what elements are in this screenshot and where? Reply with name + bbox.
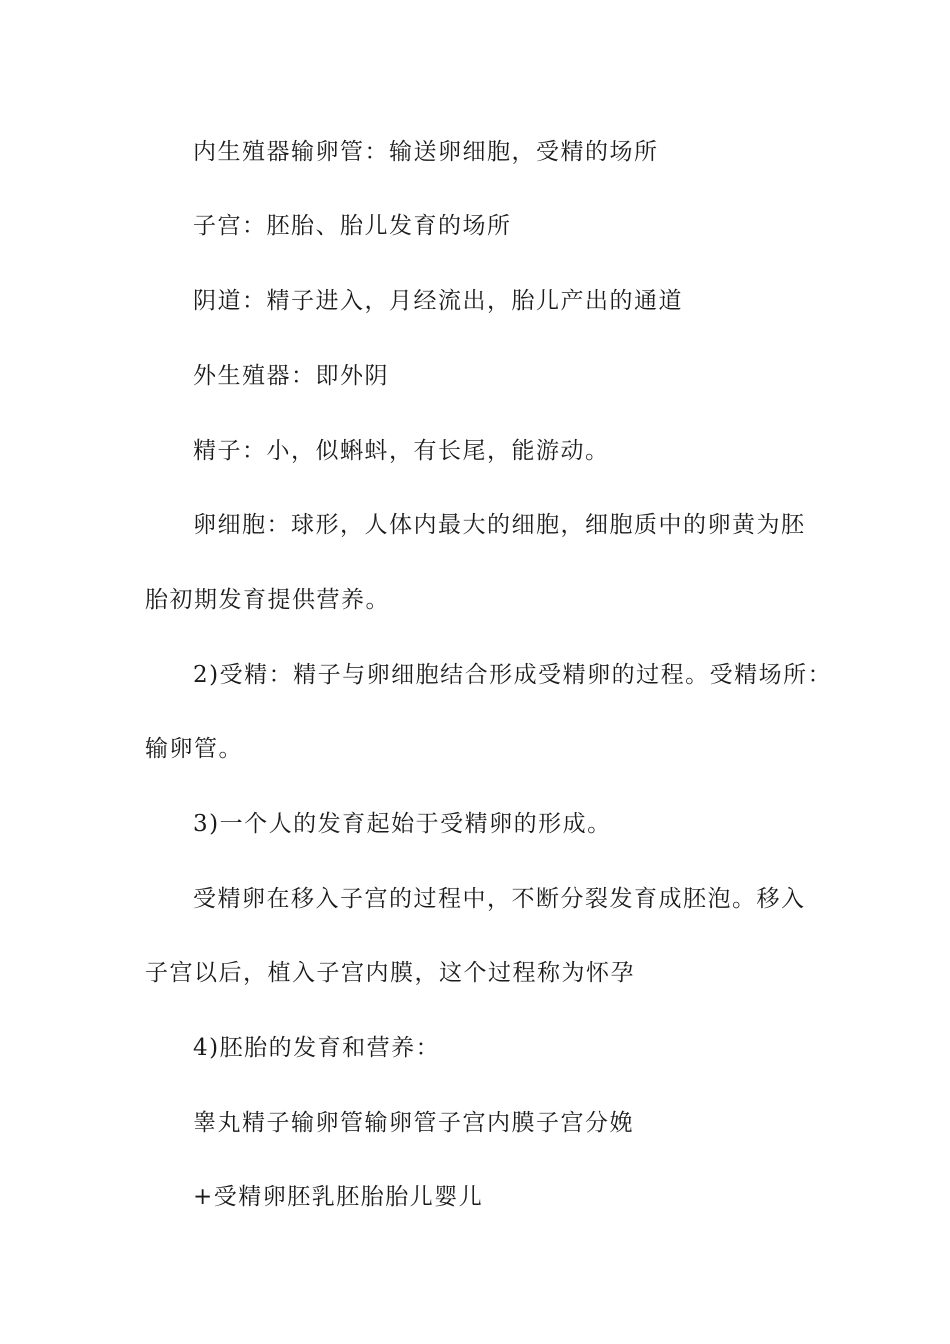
text-line-uterus: 子宫：胚胎、胎儿发育的场所 [193,213,512,239]
text-line-flow-top: 睾丸精子输卵管输卵管子宫内膜子宫分娩 [193,1110,634,1136]
text-line-fertilization-continued: 输卵管。 [145,736,243,762]
text-line-zygote-migration-continued: 子宫以后，植入子宫内膜，这个过程称为怀孕 [145,960,635,986]
text-line-egg-cell-continued: 胎初期发育提供营养。 [145,587,390,613]
text-line-internal-organs-oviduct: 内生殖器输卵管：输送卵细胞，受精的场所 [193,139,659,165]
text-line-sperm: 精子：小，似蝌蚪，有长尾，能游动。 [193,438,610,464]
text-line-development-start: 3)一个人的发育起始于受精卵的形成。 [193,811,612,837]
text-line-embryo-development-heading: 4)胚胎的发育和营养： [193,1035,441,1061]
text-line-fertilization: 2)受精：精子与卵细胞结合形成受精卵的过程。受精场所： [193,662,833,688]
text-line-external-organs: 外生殖器：即外阴 [193,363,389,389]
text-line-flow-bottom: +受精卵胚乳胚胎胎儿婴儿 [193,1184,484,1210]
text-line-vagina: 阴道：精子进入，月经流出，胎儿产出的通道 [193,288,683,314]
text-line-zygote-migration: 受精卵在移入子宫的过程中，不断分裂发育成胚泡。移入 [193,886,806,912]
text-line-egg-cell: 卵细胞：球形，人体内最大的细胞，细胞质中的卵黄为胚 [193,512,806,538]
